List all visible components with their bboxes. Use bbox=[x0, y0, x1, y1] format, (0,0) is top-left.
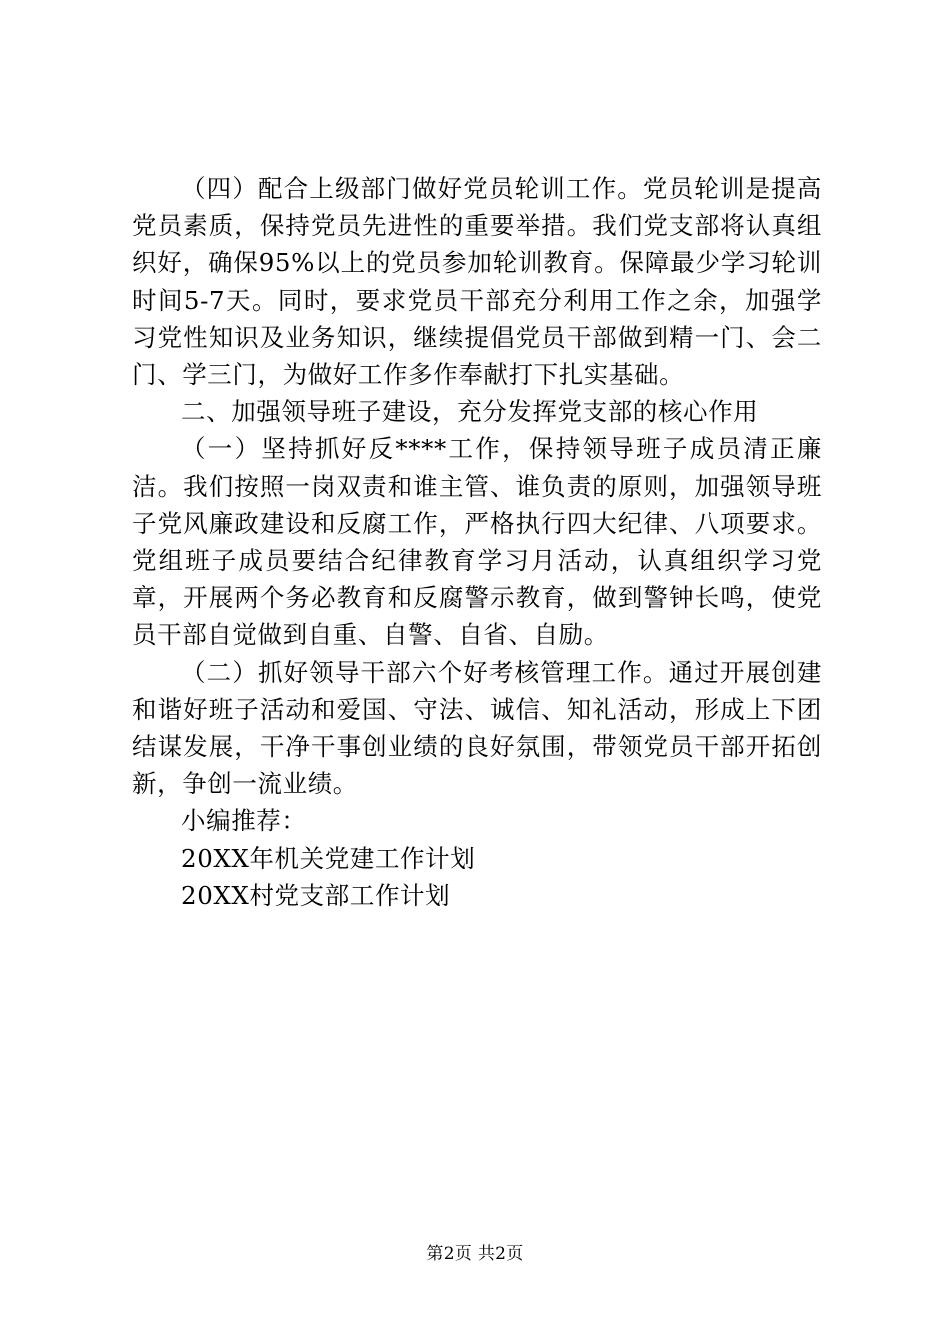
recommend-label: 小编推荐： bbox=[181, 806, 307, 836]
paragraph-anti-corruption: （一）坚持抓好反****工作，保持领导班子成员清正廉洁。我们按照一岗双责和谁主管、谁负责的原则，加强领导班子党风廉政建设和反腐工作，严格执行四大纪律、八项要求。党组班子成员要结合纪律教育学习月活动，认真组织学习党章，开展两个务必教育和反腐警示教育，做到警钟长鸣，使党员干部自觉做到自重、自警、自省、自励。 bbox=[132, 434, 822, 650]
paragraph-cadre-assessment: （二）抓好领导干部六个好考核管理工作。通过开展创建和谐好班子活动和爱国、守法、诚信、知礼活动，形成上下团结谋发展，干净干事创业绩的良好氛围，带领党员干部开拓创新，争创一流业绩。 bbox=[132, 657, 822, 799]
recommend-link-2[interactable]: 20XX村党支部工作计划 bbox=[181, 880, 451, 910]
page-footer bbox=[0, 1242, 950, 1266]
section-heading-leadership: 二、加强领导班子建设，充分发挥党支部的核心作用 bbox=[181, 397, 759, 427]
paragraph-party-training: （四）配合上级部门做好党员轮训工作。党员轮训是提高党员素质，保持党员先进性的重要举措。我们党支部将认真组织好，确保95%以上的党员参加轮训教育。保障最少学习轮训时间5-7天。同时，要求党员干部充分利用工作之余，加强学习党性知识及业务知识，继续提倡党员干部做到精一门、会二门、学三门，为做好工作多作奉献打下扎实基础。 bbox=[132, 174, 822, 390]
recommend-link-1[interactable]: 20XX年机关党建工作计划 bbox=[181, 843, 476, 873]
document-body bbox=[132, 170, 822, 914]
page-number: 第2页 共2页 bbox=[426, 1244, 524, 1264]
